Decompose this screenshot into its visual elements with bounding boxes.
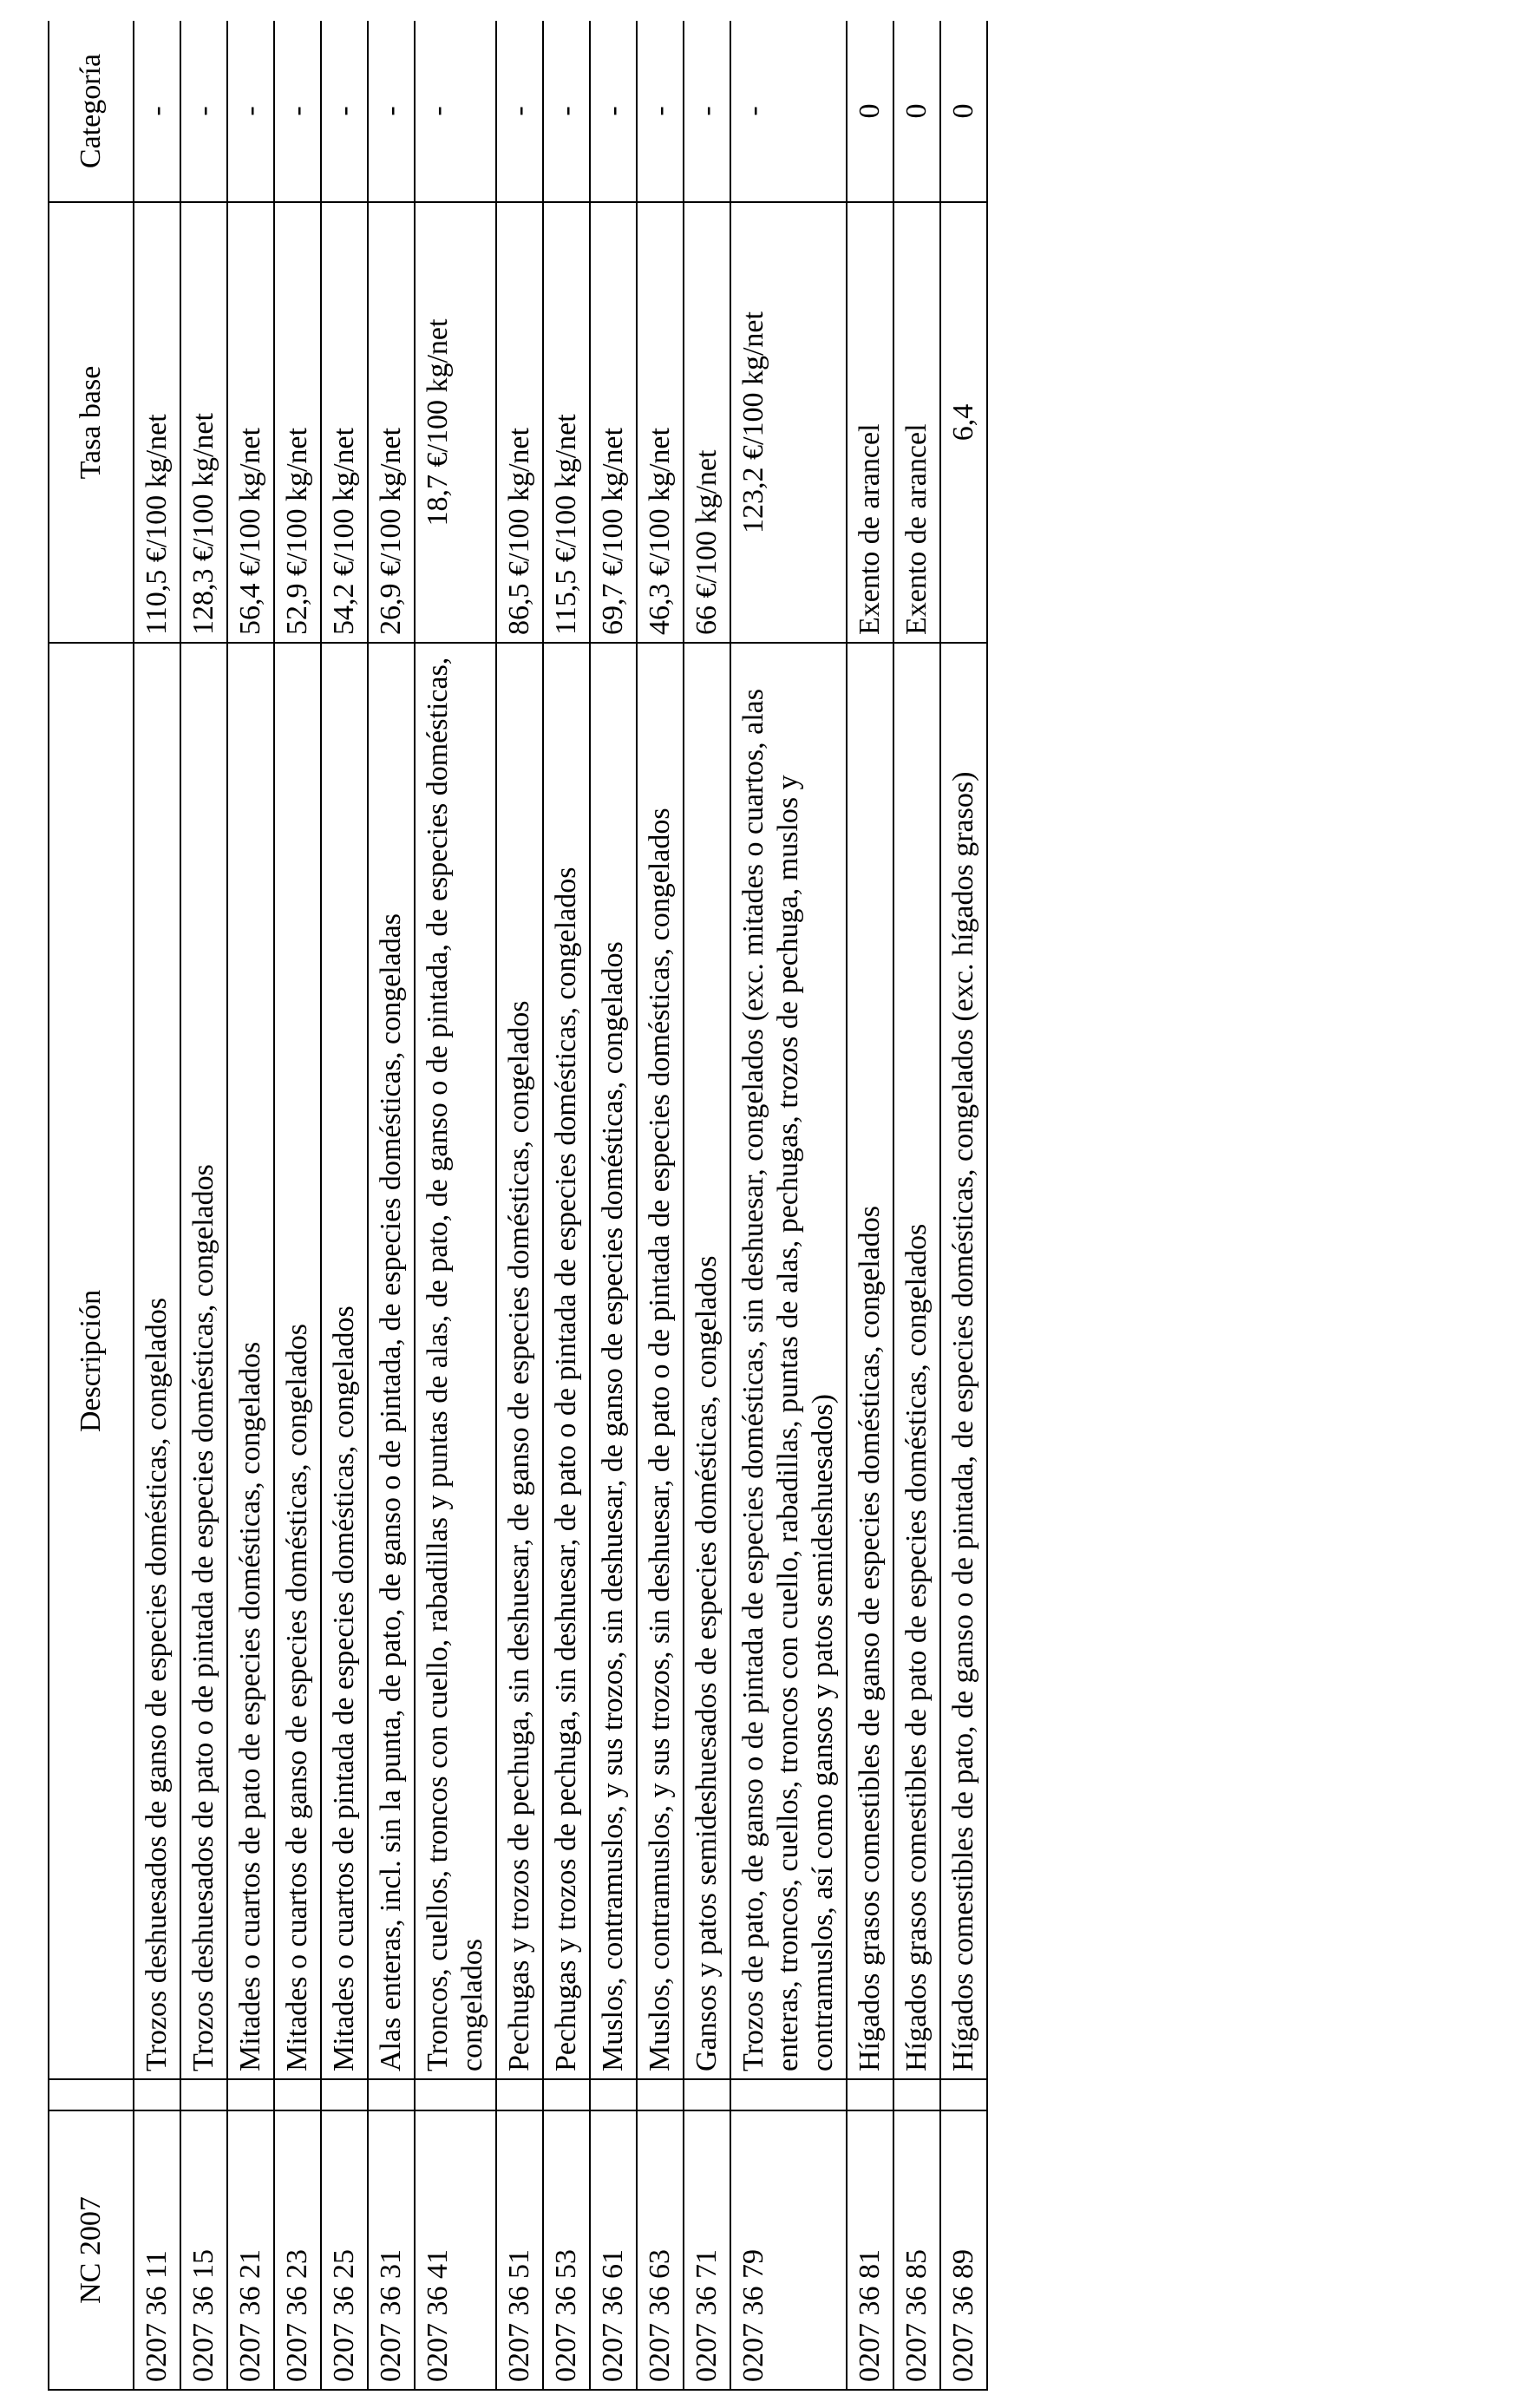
table-row — [637, 21, 684, 2390]
tasa-base-cell: 26,9 €/100 kg/net — [368, 202, 415, 643]
document-page — [48, 21, 1080, 2391]
description-cell: Trozos deshuesados de ganso de especies domésticas, congelados — [134, 643, 180, 2079]
tasa-base-cell: 66 €/100 kg/net — [684, 202, 730, 643]
categoria-cell: - — [637, 21, 684, 202]
nc-code-cell: 0207 36 41 — [415, 2110, 496, 2390]
categoria-cell: - — [543, 21, 590, 202]
table-row — [893, 21, 940, 2390]
nc-code-cell: 0207 36 85 — [893, 2110, 940, 2390]
table-row — [847, 21, 893, 2390]
tasa-base-cell: 6,4 — [940, 202, 987, 643]
description-cell: Hígados grasos comestibles de pato de especies domésticas, congelados — [893, 643, 940, 2079]
blank-cell — [134, 2079, 180, 2110]
blank-cell — [227, 2079, 274, 2110]
categoria-cell: 0 — [893, 21, 940, 202]
tasa-base-cell: 46,3 €/100 kg/net — [637, 202, 684, 643]
categoria-cell: - — [134, 21, 180, 202]
description-cell: Trozos de pato, de ganso o de pintada de especies domésticas, sin deshuesar, congelados (exc. mitades o cuartos, alas enteras, troncos, cuellos, troncos con cuello, rabadillas, puntas de alas, pechugas, trozos de pechuga, muslos y contramuslos, así como gansos y patos semideshuesados) — [730, 643, 847, 2079]
nc-code-cell: 0207 36 81 — [847, 2110, 893, 2390]
table-row — [590, 21, 637, 2390]
blank-cell — [684, 2079, 730, 2110]
nc-code-cell: 0207 36 11 — [134, 2110, 180, 2390]
nc-code-cell: 0207 36 61 — [590, 2110, 637, 2390]
blank-cell — [496, 2079, 543, 2110]
blank-cell — [368, 2079, 415, 2110]
rotated-table-container — [48, 21, 1080, 2391]
header-tasa-base: Tasa base — [49, 202, 134, 643]
tasa-base-cell: Exento de arancel — [847, 202, 893, 643]
categoria-cell: 0 — [940, 21, 987, 202]
tasa-base-cell: 86,5 €/100 kg/net — [496, 202, 543, 643]
header-row — [49, 21, 134, 2390]
table-row — [368, 21, 415, 2390]
nc-code-cell: 0207 36 51 — [496, 2110, 543, 2390]
nc-code-cell: 0207 36 53 — [543, 2110, 590, 2390]
blank-cell — [847, 2079, 893, 2110]
categoria-cell: - — [274, 21, 321, 202]
tasa-base-cell: Exento de arancel — [893, 202, 940, 643]
table-row — [415, 21, 496, 2390]
table-row — [134, 21, 180, 2390]
nc-code-cell: 0207 36 31 — [368, 2110, 415, 2390]
categoria-cell: - — [590, 21, 637, 202]
blank-cell — [543, 2079, 590, 2110]
description-cell: Pechugas y trozos de pechuga, sin deshuesar, de ganso de especies domésticas, congelados — [496, 643, 543, 2079]
table-row — [227, 21, 274, 2390]
nc-code-cell: 0207 36 23 — [274, 2110, 321, 2390]
table-row — [321, 21, 368, 2390]
tasa-base-cell: 123,2 €/100 kg/net — [730, 202, 847, 643]
tasa-base-cell: 110,5 €/100 kg/net — [134, 202, 180, 643]
description-cell: Muslos, contramuslos, y sus trozos, sin deshuesar, de pato o de pintada de especies domésticas, congelados — [637, 643, 684, 2079]
description-cell: Muslos, contramuslos, y sus trozos, sin deshuesar, de ganso de especies domésticas, congelados — [590, 643, 637, 2079]
description-cell: Hígados comestibles de pato, de ganso o de pintada, de especies domésticas, congelados (exc. hígados grasos) — [940, 643, 987, 2079]
nc-code-cell: 0207 36 71 — [684, 2110, 730, 2390]
table-row — [730, 21, 847, 2390]
blank-cell — [637, 2079, 684, 2110]
blank-cell — [730, 2079, 847, 2110]
description-cell: Troncos, cuellos, troncos con cuello, rabadillas y puntas de alas, de pato, de ganso o de pintada, de especies domésticas, congelados — [415, 643, 496, 2079]
blank-cell — [415, 2079, 496, 2110]
nc-code-cell: 0207 36 21 — [227, 2110, 274, 2390]
table-row — [274, 21, 321, 2390]
table-row — [684, 21, 730, 2390]
description-cell: Hígados grasos comestibles de ganso de especies domésticas, congelados — [847, 643, 893, 2079]
categoria-cell: - — [368, 21, 415, 202]
tasa-base-cell: 18,7 €/100 kg/net — [415, 202, 496, 643]
blank-cell — [940, 2079, 987, 2110]
header-nc-2007: NC 2007 — [49, 2110, 134, 2390]
description-cell: Trozos deshuesados de pato o de pintada de especies domésticas, congelados — [180, 643, 227, 2079]
blank-cell — [893, 2079, 940, 2110]
description-cell: Pechugas y trozos de pechuga, sin deshuesar, de pato o de pintada de especies domésticas, congelados — [543, 643, 590, 2079]
description-cell: Mitades o cuartos de pato de especies domésticas, congelados — [227, 643, 274, 2079]
header-blank — [49, 2079, 134, 2110]
tasa-base-cell: 115,5 €/100 kg/net — [543, 202, 590, 643]
tasa-base-cell: 54,2 €/100 kg/net — [321, 202, 368, 643]
nc-code-cell: 0207 36 25 — [321, 2110, 368, 2390]
header-categoria: Categoría — [49, 21, 134, 202]
categoria-cell: - — [496, 21, 543, 202]
blank-cell — [274, 2079, 321, 2110]
categoria-cell: 0 — [847, 21, 893, 202]
header-descripcion: Descripción — [49, 643, 134, 2079]
description-cell: Mitades o cuartos de pintada de especies domésticas, congelados — [321, 643, 368, 2079]
description-cell: Mitades o cuartos de ganso de especies domésticas, congelados — [274, 643, 321, 2079]
nc-code-cell: 0207 36 89 — [940, 2110, 987, 2390]
table-row — [180, 21, 227, 2390]
table-row — [496, 21, 543, 2390]
table-body — [134, 21, 987, 2390]
tariff-table — [48, 21, 988, 2391]
categoria-cell: - — [415, 21, 496, 202]
nc-code-cell: 0207 36 79 — [730, 2110, 847, 2390]
categoria-cell: - — [180, 21, 227, 202]
categoria-cell: - — [730, 21, 847, 202]
tasa-base-cell: 128,3 €/100 kg/net — [180, 202, 227, 643]
nc-code-cell: 0207 36 15 — [180, 2110, 227, 2390]
blank-cell — [321, 2079, 368, 2110]
categoria-cell: - — [684, 21, 730, 202]
categoria-cell: - — [227, 21, 274, 202]
blank-cell — [590, 2079, 637, 2110]
description-cell: Gansos y patos semideshuesados de especies domésticas, congelados — [684, 643, 730, 2079]
categoria-cell: - — [321, 21, 368, 202]
tasa-base-cell: 69,7 €/100 kg/net — [590, 202, 637, 643]
tasa-base-cell: 52,9 €/100 kg/net — [274, 202, 321, 643]
blank-cell — [180, 2079, 227, 2110]
tasa-base-cell: 56,4 €/100 kg/net — [227, 202, 274, 643]
table-row — [543, 21, 590, 2390]
table-row — [940, 21, 987, 2390]
nc-code-cell: 0207 36 63 — [637, 2110, 684, 2390]
description-cell: Alas enteras, incl. sin la punta, de pato, de ganso o de pintada, de especies domésticas, congeladas — [368, 643, 415, 2079]
